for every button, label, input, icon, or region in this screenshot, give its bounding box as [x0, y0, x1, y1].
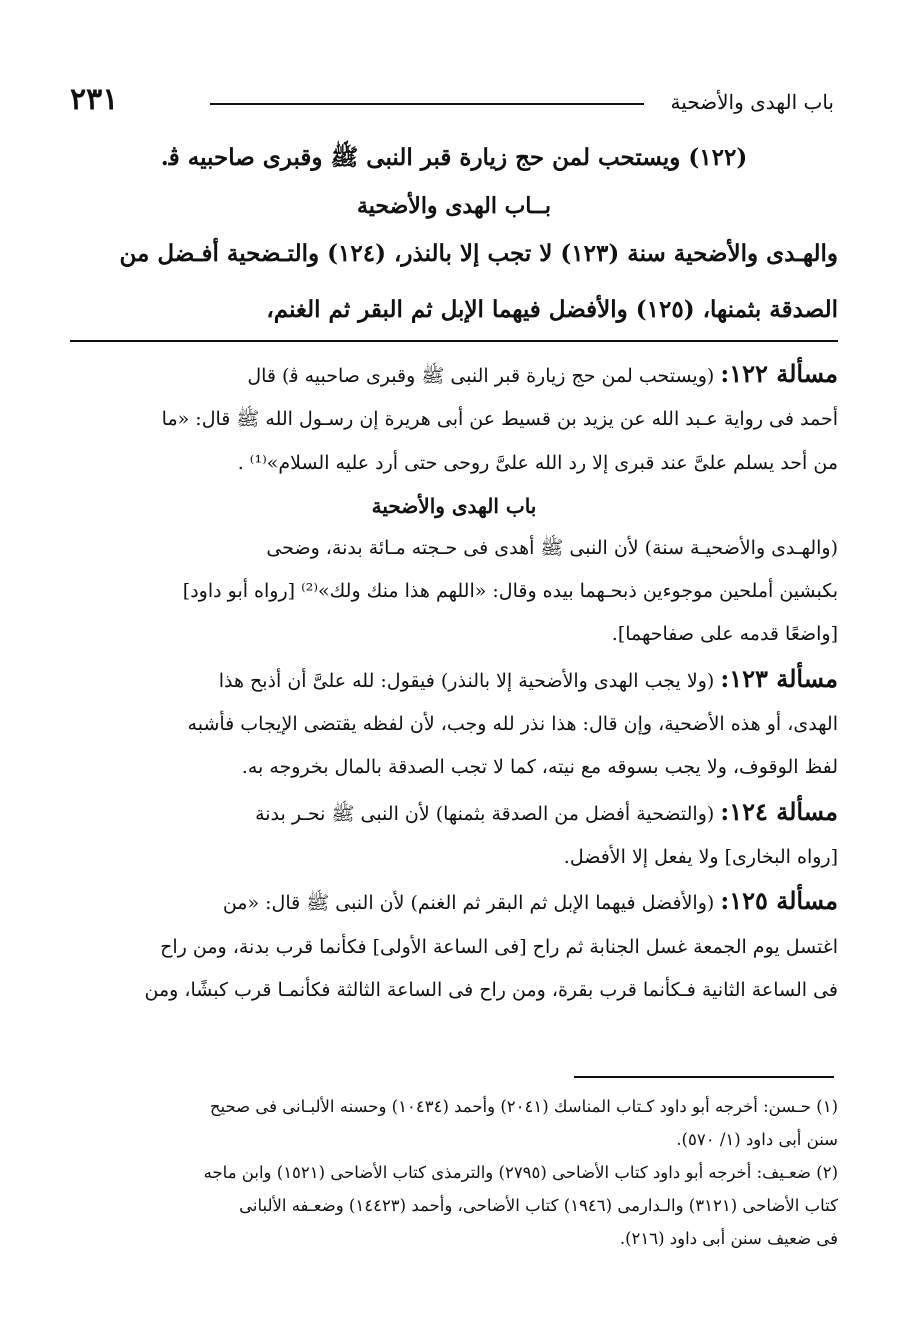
masala-124-line-1: مسألة ١٢٤: (والتضحية أفضل من الصدقة بثمنها) لأن النبى ﷺ نحـر بدنة: [255, 796, 838, 826]
page-header: [70, 82, 834, 128]
matn-block: [70, 130, 838, 338]
masala-122-line-3: من أحد يسلم علىَّ عند قبرى إلا رد الله علىَّ روحى حتى أرد عليه السلام»⁽¹⁾ .: [237, 451, 838, 474]
intro-line-2: بكبشين أملحين موجوءين ذبحـهما بيده وقال: «اللهم هذا منك ولك»⁽²⁾ [رواه أبو داود]: [182, 580, 838, 603]
masala-122-line-2: أحمد فى رواية عـبد الله عن يزيد بن قسيط عن أبى هريرة إن رسـول الله ﷺ قال: «ما: [161, 408, 838, 431]
matn-line-1: (١٢٢) ويستحب لمن حج زيارة قبر النبى ﷺ وقبرى صاحبيه ﭬ.: [160, 144, 748, 171]
masala-124-label: مسألة ١٢٤:: [720, 796, 838, 826]
footnote-2-line-1: (٢) ضعـيف: أخرجه أبو داود كتاب الأضاحى (٢٧٩٥) والترمذى كتاب الأضاحى (١٥٢١) وابن ماجه: [203, 1163, 838, 1182]
matn-chapter-heading: بــاب الهدى والأضحية: [356, 193, 552, 219]
footnote-1-line-2: سنن أبى داود (١/ ٥٧٠).: [676, 1130, 838, 1149]
footnotes-block: [70, 1090, 838, 1255]
commentary-chapter-heading: باب الهدى والأضحية: [371, 493, 537, 518]
masala-125-line-1: مسألة ١٢٥: (والأفضل فيهما الإبل ثم البقر ثم الغنم) لأن النبى ﷺ قال: «من: [222, 886, 838, 916]
footnote-1-line-1: (١) حـسن: أخرجه أبو داود كـتاب المناسك (٢٠٤١) وأحمد (١٠٤٣٤) وحسنه الألبـانى فى صحيح: [209, 1097, 838, 1116]
masala-122-label: مسألة ١٢٢:: [720, 359, 838, 388]
footnote-separator: [574, 1076, 834, 1078]
chapter-running-title: باب الهدى والأضحية: [670, 90, 834, 114]
intro-line-3: [واضعًا قدمه على صفاحهما].: [611, 623, 838, 646]
footnote-2-line-3: فى ضعيف سنن أبى داود (٢١٦).: [619, 1229, 838, 1248]
footnote-2-line-2: كتاب الأضاحى (٣١٢١) والـدارمى (١٩٤٦) كتاب الأضاحى، وأحمد (١٤٤٢٣) وضعـفه الألبانى: [239, 1196, 838, 1215]
masala-125-line-3: فى الساعة الثانية فـكأنما قرب بقرة، ومن راح فى الساعة الثالثة فكأنمـا قرب كبشًا، ومن: [144, 978, 838, 1001]
masala-125-line-2: اغتسل يوم الجمعة غسل الجنابة ثم راح [فى الساعة الأولى] فكأنما قرب بدنة، ومن راح: [160, 935, 838, 958]
masala-123-label: مسألة ١٢٣:: [720, 663, 838, 693]
masala-123-line-2: الهدى، أو هذه الأضحية، وإن قال: هذا نذر لله وجب، لأن لفظه يقتضى الإيجاب فأشبه: [187, 713, 838, 736]
intro-line-1: (والهـدى والأضحيـة سنة) لأن النبى ﷺ أهدى فى حـجته مـائة بدنة، وضحى: [266, 536, 838, 559]
page-number: ٢٣١: [70, 82, 119, 117]
header-rule: [210, 103, 644, 105]
masala-125-label: مسألة ١٢٥:: [720, 886, 838, 916]
masala-124-line-2: [رواه البخارى] ولا يفعل إلا الأفضل.: [563, 845, 838, 868]
commentary-block: [70, 352, 838, 1012]
masala-123-line-1: مسألة ١٢٣: (ولا يجب الهدى والأضحية إلا بالنذر) فيقول: لله علىَّ أن أذبح هذا: [218, 663, 838, 693]
masala-123-line-3: لفظ الوقوف، ولا يجب بسوقه مع نيته، كما لا تجب الصدقة بالمال بخروجه به.: [241, 756, 838, 779]
matn-separator: [70, 340, 838, 342]
matn-line-3: الصدقة بثمنها، (١٢٥) والأفضل فيهما الإبل ثم البقر ثم الغنم،: [266, 296, 838, 323]
masala-122-line-1: مسألة ١٢٢: (ويستحب لمن حج زيارة قبر النبى ﷺ وقبرى صاحبيه ﭬ) قال: [247, 359, 838, 388]
matn-line-2: والهـدى والأضحية سنة (١٢٣) لا تجب إلا بالنذر، (١٢٤) والتـضحية أفـضل من: [119, 240, 838, 267]
